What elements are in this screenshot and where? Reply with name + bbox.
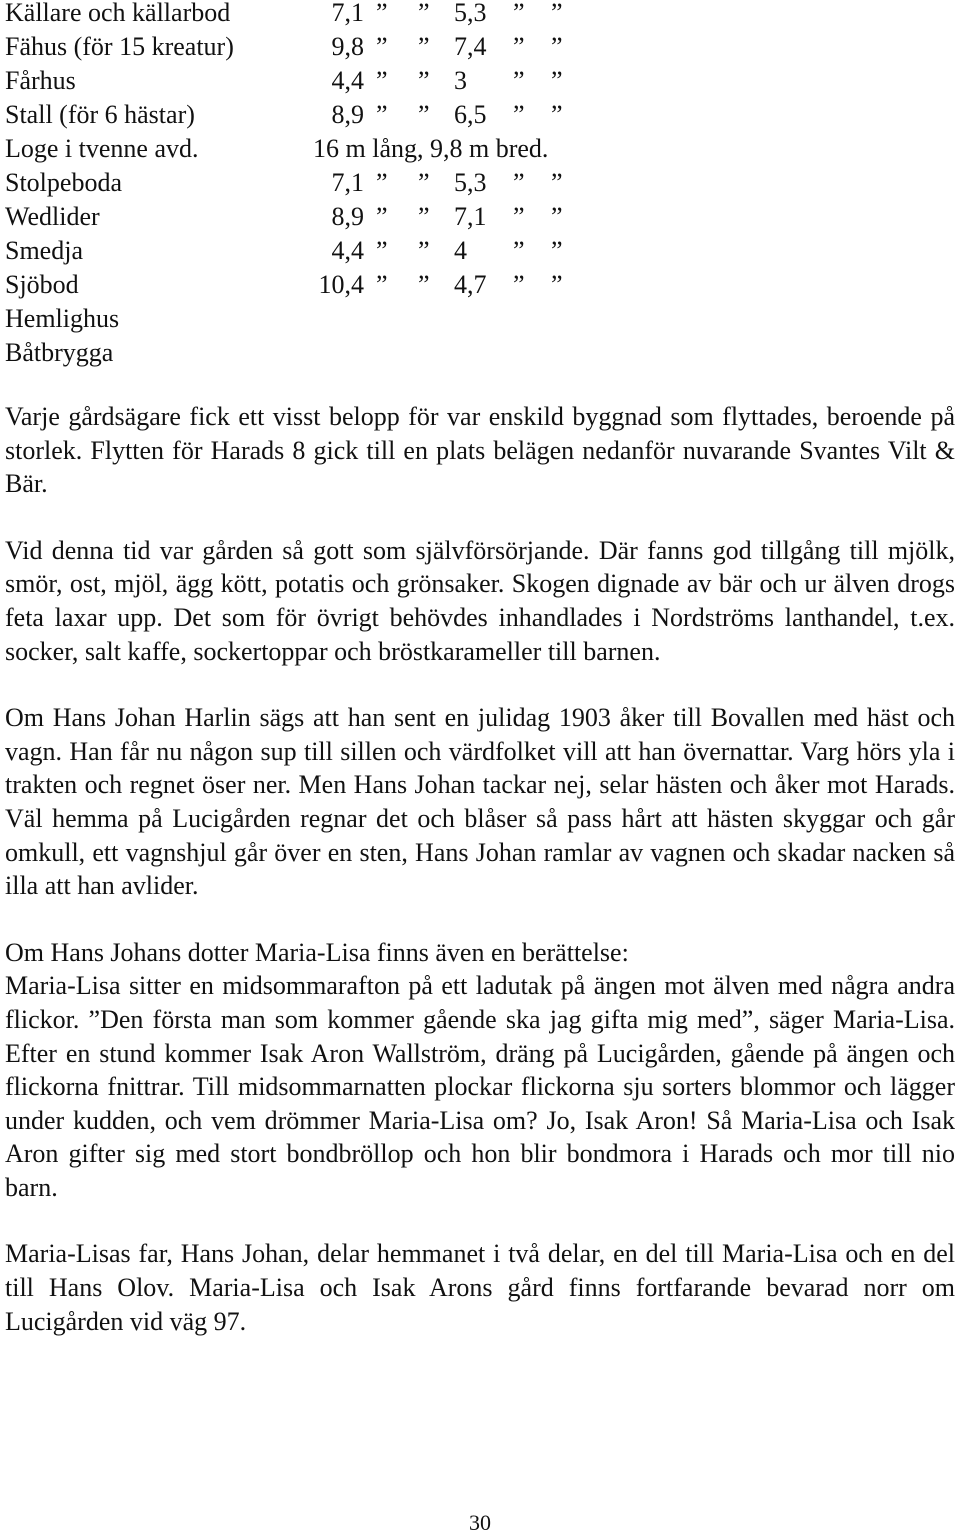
building-list [5,0,705,370]
building-row [5,234,705,268]
ditto-mark: ” [376,236,388,265]
building-width: 4,7 [454,270,487,299]
building-dimensions: 16 m lång, 9,8 m bred. [313,134,549,163]
building-name: Båtbrygga [5,338,114,367]
building-length: 10,4 [318,270,364,299]
ditto-mark: ” [418,202,430,231]
paragraph-self-sufficiency: Vid denna tid var gården så gott som självförsörjande. Där fanns god tillgång till mjölk, smör, ost, mjöl, ägg kött, potatis och grönsaker. Skogen dignade av bär och ur älven drogs feta laxar upp. Det som för övrigt behövdes inhandlades i Nordströms lanthandel, t.ex. socker, salt kaffe, sockertoppar och bröstkarameller till barnen. [5,535,955,666]
building-length: 7,1 [331,0,364,27]
ditto-mark: ” [418,66,430,95]
ditto-mark: ” [513,168,525,197]
paragraph-hans-johan: Om Hans Johan Harlin sägs att han sent en julidag 1903 åker till Bovallen med häst och vagn. Han får nu någon sup till sillen och värdfolket vill att han övernattar. Varg hörs yla i trakten och regnet öser ner. Men Hans Johan tackar nej, selar hästen och åker mot Harads. Väl hemma på Lucigården regnar det och blåser så pass hårt att hästen skyggar och går omkull, ett vagnshjul går över en sten, Hans Johan ramlar av vagnen och skadar nacken så illa att han avlider. [5,703,955,901]
ditto-mark: ” [376,168,388,197]
building-row [5,302,705,336]
building-width: 5,3 [454,0,487,27]
paragraph-relocation: Varje gårdsägare fick ett visst belopp för var enskild byggnad som flyttades, beroende på storlek. Flytten för Harads 8 gick till en plats belägen nedanför nuvarande Svantes Vilt & Bär. [5,402,955,499]
ditto-mark: ” [418,100,430,129]
page-number: 30 [469,1510,491,1535]
ditto-mark: ” [551,236,563,265]
building-row [5,166,705,200]
building-name: Sjöbod [5,270,79,299]
ditto-mark: ” [513,236,525,265]
building-length: 9,8 [331,32,364,61]
building-name: Stall (för 6 hästar) [5,100,195,129]
ditto-mark: ” [418,32,430,61]
building-name: Källare och källarbod [5,0,231,27]
building-width: 7,4 [454,32,487,61]
ditto-mark: ” [513,0,525,27]
building-row [5,268,705,302]
building-row [5,132,705,166]
building-name: Wedlider [5,202,100,231]
ditto-mark: ” [418,270,430,299]
ditto-mark: ” [513,32,525,61]
body-text [5,400,955,1338]
paragraph-maria-lisa: Maria-Lisa sitter en midsommarafton på ett ladutak på ängen mot älven med några andra flickor. ”Den första man som kommer gående ska jag gifta mig med”, säger Maria-Lisa. Efter en stund kommer Isak Aron Wallström, dräng på Lucigården, gående på ängen och flickorna fnittrar. Till midsommarnatten plockar flickorna sju sorters blommor och lägger under kudden, och vem drömmer Maria-Lisa om? Jo, Isak Aron! Så Maria-Lisa och Isak Aron gifter sig med stort bondbröllop och hon blir bondmora i Harads och mor till nio barn. [5,971,955,1202]
building-name: Fähus (för 15 kreatur) [5,32,234,61]
ditto-mark: ” [551,202,563,231]
building-width: 4 [454,236,467,265]
building-width: 5,3 [454,168,487,197]
ditto-mark: ” [376,100,388,129]
building-length: 8,9 [331,202,364,231]
building-length: 8,9 [331,100,364,129]
building-name: Fårhus [5,66,76,95]
building-length: 7,1 [331,168,364,197]
building-width: 3 [454,66,467,95]
ditto-mark: ” [551,32,563,61]
building-row [5,336,705,370]
ditto-mark: ” [551,100,563,129]
ditto-mark: ” [551,270,563,299]
ditto-mark: ” [418,168,430,197]
ditto-mark: ” [376,32,388,61]
ditto-mark: ” [376,0,388,27]
ditto-mark: ” [513,66,525,95]
ditto-mark: ” [418,0,430,27]
ditto-mark: ” [551,168,563,197]
ditto-mark: ” [376,270,388,299]
ditto-mark: ” [513,270,525,299]
building-name: Loge i tvenne avd. [5,134,199,163]
building-row [5,64,705,98]
ditto-mark: ” [376,202,388,231]
ditto-mark: ” [418,236,430,265]
building-row [5,30,705,64]
building-length: 4,4 [331,66,364,95]
building-name: Smedja [5,236,83,265]
ditto-mark: ” [551,0,563,27]
paragraph-farm-division: Maria-Lisas far, Hans Johan, delar hemmanet i två delar, en del till Maria-Lisa och en del till Hans Olov. Maria-Lisa och Isak Arons gård finns fortfarande bevarad norr om Lucigården vid väg 97. [5,1239,955,1336]
ditto-mark: ” [551,66,563,95]
ditto-mark: ” [513,100,525,129]
building-width: 7,1 [454,202,487,231]
building-width: 6,5 [454,100,487,129]
building-name: Hemlighus [5,304,120,333]
building-row [5,200,705,234]
building-row [5,0,705,30]
building-name: Stolpeboda [5,168,122,197]
ditto-mark: ” [513,202,525,231]
ditto-mark: ” [376,66,388,95]
building-row [5,98,705,132]
paragraph-maria-lisa-intro: Om Hans Johans dotter Maria-Lisa finns även en berättelse: [5,937,629,967]
building-length: 4,4 [331,236,364,265]
